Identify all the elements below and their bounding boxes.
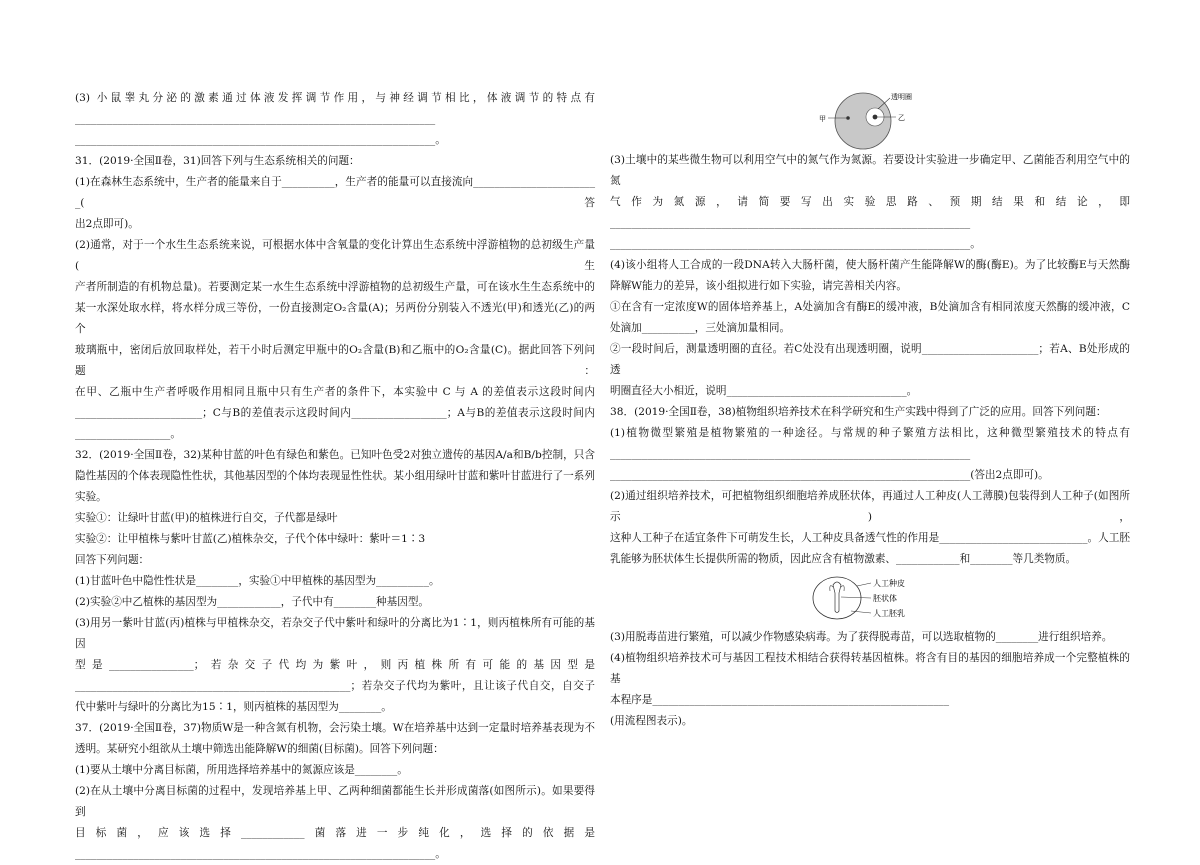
answer-line: ____________________________________________________________________ [610, 217, 971, 229]
label-line-coat [857, 583, 871, 586]
q32-prompt: 回答下列问题： [75, 554, 150, 566]
colony-yi [873, 115, 878, 120]
q37-part3: 气作为氮源，请简要写出实验思路、预期结果和结论，即 [610, 196, 1130, 208]
q32-text: 隐性基因的个体表现隐性性状，其他基因型的个体均表现显性性状。某小组用绿叶甘蓝和紫叶甘蓝进行了一系列 [75, 470, 595, 482]
q31-part2-text: 玻璃瓶中，密闭后放回取样处，若干小时后测定甲瓶中的O₂含量(B)和乙瓶中的O₂含量(C)。据此回答下列问题： [75, 344, 595, 377]
q32-part3: 代中紫叶与绿叶的分离比为15∶1，则丙植株的基因型为________。 [75, 701, 392, 713]
q37-part2: (2)在从土壤中分离目标菌的过程中，发现培养基上甲、乙两种细菌都能生长并形成菌落(如图所示)。如果要得到 [75, 785, 595, 818]
q32-experiment-1: 实验①：让绿叶甘蓝(甲)的植株进行自交，子代都是绿叶 [75, 512, 338, 524]
answer-line: ____________________________________________________________________ [75, 113, 436, 125]
q38-part2: 这种人工种子在适宜条件下可萌发生长，人工种皮具备透气性的作用是____________________________。人工胚 [610, 532, 1130, 544]
q31-part2-text: ________________________；C与B的差值表示这段时间内__________________；A与B的差值表示这段时间内 [75, 407, 595, 419]
q37-part1: (1)要从土壤中分离目标菌，所用选择培养基中的氮源应该是________。 [75, 764, 408, 776]
q37-part4-step2: ②一段时间后，测量透明圈的直径。若C处没有出现透明圈，说明______________________；若A、B处形成的透 [610, 343, 1130, 376]
q30-part3-text: (3) 小鼠睾丸分泌的激素通过体液发挥调节作用，与神经调节相比，体液调节的特点有 [75, 92, 595, 104]
q31-part2-text: 某一水深处取水样，将水样分成三等份，一份直接测定O₂含量(A)；另两份分别装入不透光(甲)和透光(乙)的两个 [75, 302, 595, 335]
q37-heading: 37．(2019·全国Ⅱ卷，37)物质W是一种含氮有机物，会污染土壤。W在培养基中达到一定量时培养基表现为不 [75, 722, 595, 734]
q31-part2-text: 在甲、乙瓶中生产者呼吸作用相同且瓶中只有生产者的条件下，本实验中 C 与 A 的差值表示这段时间内 [75, 386, 595, 398]
artificial-seed-figure [805, 573, 935, 623]
answer-line: ____________________________________________________________________。 [610, 238, 981, 250]
label-coat: 人工种皮 [873, 579, 905, 588]
q38-part1: (1)植物微型繁殖是植物繁殖的一种途径。与常规的种子繁殖方法相比，这种微型繁殖技术的特点有 [610, 427, 1130, 439]
q38-part4: (4)植物组织培养技术可与基因工程技术相结合获得转基因植株。将含有目的基因的细胞培养成一个完整植株的基 [610, 652, 1130, 685]
q37-part3: (3)土壤中的某些微生物可以利用空气中的氮气作为氮源。若要设计实验进一步确定甲、乙菌能否利用空气中的氮 [610, 154, 1130, 187]
q37-text: 透明。某研究小组欲从土壤中筛选出能降解W的细菌(目标菌)。回答下列问题： [75, 743, 444, 755]
q31-part2-text: 产者所制造的有机物总量)。若要测定某一水生生态系统中浮游植物的总初级生产量，可在该水生生态系统中的 [75, 281, 595, 293]
answer-line: ____________________________________________________________________(答出2点即可)。 [610, 469, 1049, 481]
left-column [75, 88, 595, 865]
label-ring: 透明圈 [891, 93, 912, 101]
answer-line: ____________________________________________________________________。 [75, 134, 446, 146]
label-jia: 甲 [819, 115, 826, 123]
q32-part3: (3)用另一紫叶甘蓝(丙)植株与甲植株杂交，若杂交子代中紫叶和绿叶的分离比为1∶1，则丙植株所有可能的基因 [75, 617, 595, 650]
q32-part3: 型是________________；若杂交子代均为紫叶，则丙植株所有可能的基因型是 [75, 659, 595, 671]
q32-heading: 32．(2019·全国Ⅱ卷，32)某种甘蓝的叶色有绿色和紫色。已知叶色受2对独立遗传的基因A/a和B/b控制，只含 [75, 449, 595, 461]
right-column [610, 150, 1130, 732]
petri-dish-diagram [808, 90, 918, 152]
answer-line: ____________________________________________________________________ [610, 448, 971, 460]
q37-part2: 目标菌，应该选择____________菌落进一步纯化，选择的依据是 [75, 827, 595, 839]
q37-part4-step2: 明圈直径大小相近，说明__________________________________。 [610, 385, 918, 397]
q31-part2-text: __________________。 [75, 428, 181, 440]
label-yi: 乙 [898, 114, 905, 122]
petri-dish-figure [808, 90, 918, 152]
artificial-seed-diagram [805, 573, 935, 623]
q32-text: 实验。 [75, 491, 107, 503]
label-embryo: 胚状体 [873, 594, 897, 603]
q37-part4-step1: 处滴加__________，三处滴加量相同。 [610, 322, 791, 334]
q32-part2: (2)实验②中乙植株的基因型为____________，子代中有________种基因型。 [75, 596, 430, 608]
q31-part1-text: (1)在森林生态系统中，生产者的能量来自于__________，生产者的能量可以直接流向________________________(答 [75, 176, 595, 209]
q31-heading: 31．(2019·全国Ⅱ卷，31)回答下列与生态系统相关的问题： [75, 155, 360, 167]
q31-part1-text-cont: 出2点即可)。 [75, 218, 139, 230]
q38-part4: (用流程图表示)。 [610, 715, 693, 727]
q37-part2: ____________________________________________________________________。 [75, 848, 446, 860]
q37-part4: 降解W能力的差异，该小组拟进行如下实验，请完善相关内容。 [610, 280, 907, 292]
q38-heading: 38．(2019·全国Ⅱ卷，38)植物组织培养技术在科学研究和生产实践中得到了广泛的应用。回答下列问题： [610, 406, 1107, 418]
colony-jia [846, 116, 850, 120]
q38-part4: 本程序是________________________________________________________ [610, 694, 949, 706]
q38-part2: (2)通过组织培养技术，可把植物组织细胞培养成胚状体，再通过人工种皮(人工薄膜)包装得到人工种子(如图所示)， [610, 490, 1130, 523]
label-endosperm: 人工胚乳 [873, 609, 905, 618]
q37-part4-step1: ①在含有一定浓度W的固体培养基上，A处滴加含有酶E的缓冲液，B处滴加含有相同浓度天然酶的缓冲液，C [610, 301, 1130, 313]
q32-experiment-2: 实验②：让甲植株与紫叶甘蓝(乙)植株杂交，子代个体中绿叶：紫叶＝1∶3 [75, 533, 426, 545]
q38-part3: (3)用脱毒苗进行繁殖，可以减少作物感染病毒。为了获得脱毒苗，可以选取植物的________进行组织培养。 [610, 631, 1113, 643]
q32-part1: (1)甘蓝叶色中隐性性状是________，实验①中甲植株的基因型为__________。 [75, 575, 440, 587]
q37-part4: (4)该小组将人工合成的一段DNA转入大肠杆菌，使大肠杆菌产生能降解W的酶(酶E)。为了比较酶E与天然酶 [610, 259, 1130, 271]
q31-part2-text: (2)通常，对于一个水生生态系统来说，可根据水体中含氧量的变化计算出生态系统中浮游植物的总初级生产量(生 [75, 239, 595, 272]
q32-part3: ____________________________________________________；若杂交子代均为紫叶，且让该子代自交，自交子 [75, 680, 595, 692]
q38-part2: 乳能够为胚状体生长提供所需的物质，因此应含有植物激素、____________和________等几类物质。 [610, 553, 1077, 565]
